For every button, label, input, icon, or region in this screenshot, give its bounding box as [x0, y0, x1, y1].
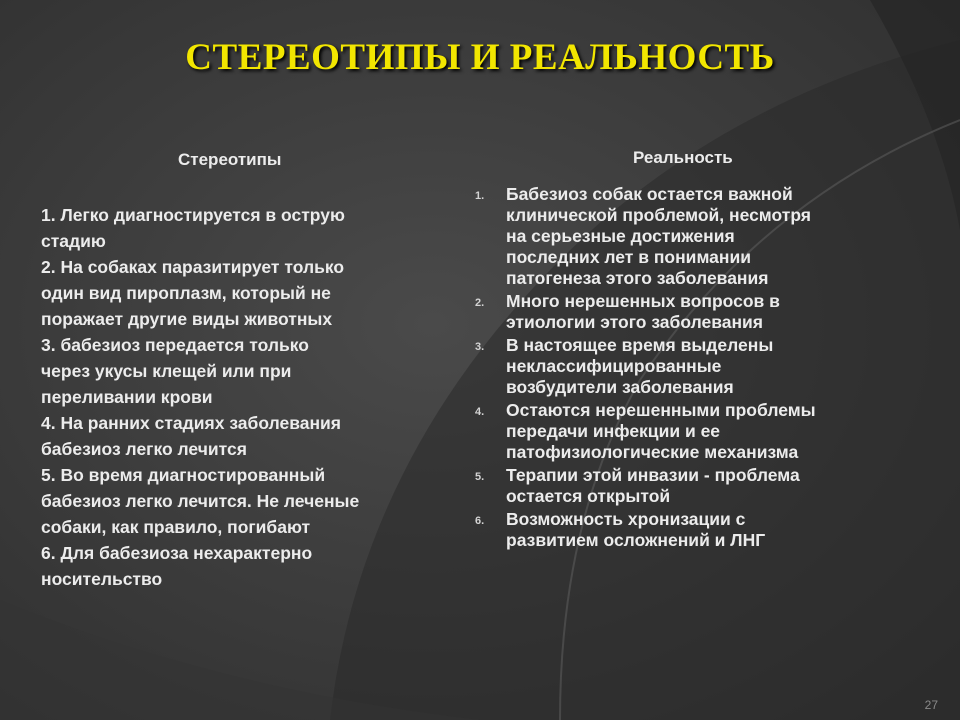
reality-item-text: Возможность хронизации с развитием осложнений и ЛНГ	[506, 509, 766, 550]
reality-item	[475, 465, 925, 507]
stereotype-item: 1. Легко диагностируется в острую стадию	[41, 205, 345, 251]
stereotype-item: 6. Для бабезиоза нехарактерно носительство	[41, 543, 313, 589]
reality-list	[475, 184, 925, 553]
reality-item-text: Терапии этой инвазии - проблема остается открытой	[506, 465, 800, 506]
reality-item-number: 4.	[475, 406, 485, 418]
slide-title: СТЕРЕОТИПЫ И РЕАЛЬНОСТЬ	[185, 37, 775, 78]
reality-item-number: 3.	[475, 341, 485, 353]
reality-item-text: Много нерешенных вопросов в этиологии этого заболевания	[506, 291, 780, 332]
stereotype-item: 5. Во время диагностированный бабезиоз легко лечится. Не леченые собаки, как правило, погибают	[41, 465, 360, 537]
reality-heading: Реальность	[633, 148, 733, 167]
stereotype-item: 2. На собаках паразитирует только один вид пироплазм, который не поражает другие виды животных	[41, 257, 345, 329]
reality-item	[475, 509, 925, 551]
reality-item-number: 1.	[475, 190, 485, 202]
reality-item	[475, 335, 925, 398]
reality-item-number: 2.	[475, 297, 485, 309]
stereotype-item: 3. бабезиоз передается только через укусы клещей или при переливании крови	[41, 335, 309, 407]
page-number: 27	[924, 698, 938, 712]
reality-item	[475, 291, 925, 333]
reality-item-text: В настоящее время выделены неклассифицированные возбудители заболевания	[506, 335, 774, 397]
reality-item	[475, 184, 925, 289]
reality-item-text: Остаются нерешенными проблемы передачи инфекции и ее патофизиологические механизма	[506, 400, 816, 462]
reality-item	[475, 400, 925, 463]
reality-item-text: Бабезиоз собак остается важной клинической проблемой, несмотря на серьезные достижения последних лет в понимании патогенеза этого заболевания	[506, 184, 812, 288]
reality-item-number: 5.	[475, 471, 485, 483]
stereotype-item: 4. На ранних стадиях заболевания бабезиоз легко лечится	[41, 413, 341, 459]
reality-item-number: 6.	[475, 515, 485, 527]
stereotypes-list	[41, 202, 471, 592]
stereotypes-heading: Стереотипы	[178, 150, 282, 169]
